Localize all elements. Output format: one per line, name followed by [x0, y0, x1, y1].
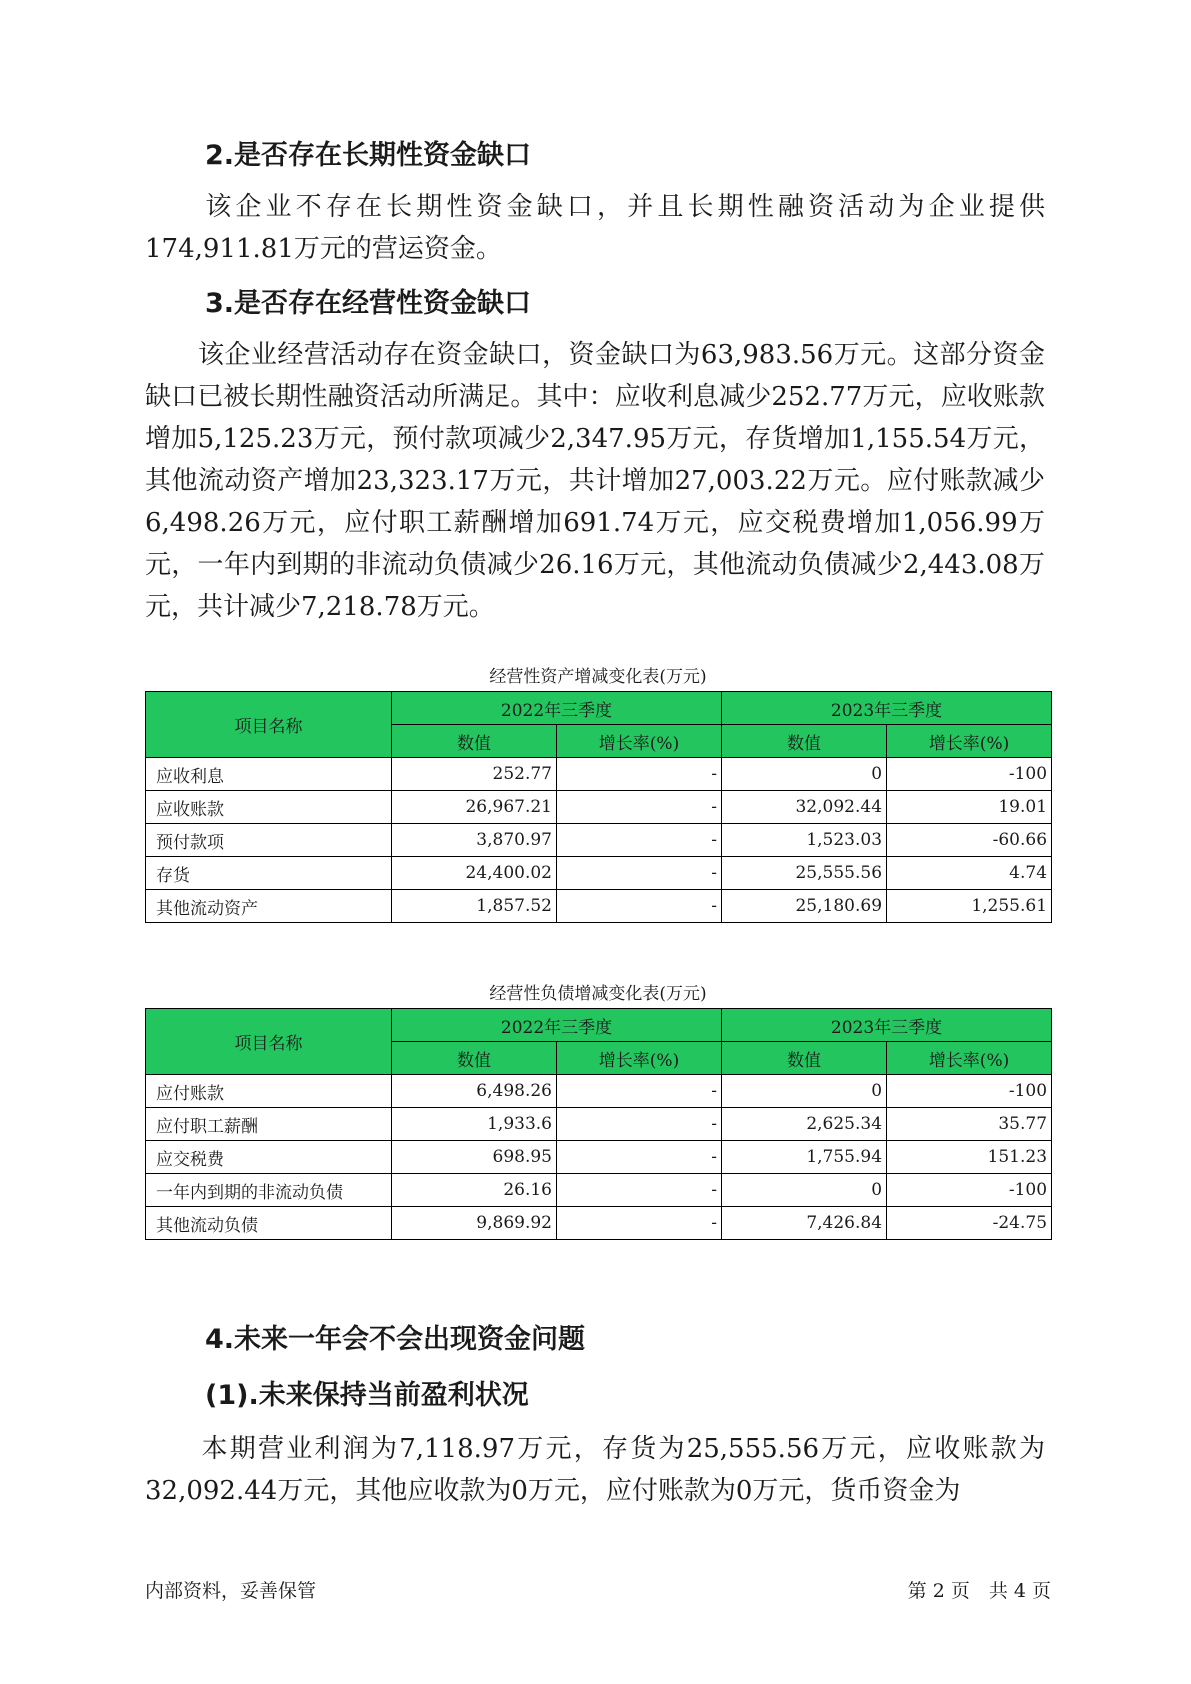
section-2-heading: 2.是否存在长期性资金缺口: [205, 140, 532, 171]
row-growth-2022: -: [557, 758, 722, 791]
row-value-2022: 9,869.92: [392, 1207, 557, 1240]
header-period-2023: 2023年三季度: [722, 692, 1052, 725]
row-value-2023: 2,625.34: [722, 1108, 887, 1141]
liability-change-table: [145, 1008, 1052, 1240]
row-name: 其他流动负债: [146, 1207, 392, 1240]
footer-confidential-note: 内部资料，妥善保管: [145, 1580, 317, 1602]
row-growth-2023: 35.77: [887, 1108, 1052, 1141]
table-row: [146, 857, 1052, 890]
asset-table-caption: 经营性资产增减变化表(万元): [489, 667, 707, 687]
header-value-2022: 数值: [392, 1042, 557, 1075]
row-growth-2022: -: [557, 857, 722, 890]
header-item-name: 项目名称: [146, 692, 392, 758]
header-growth-2023: 增长率(%): [887, 725, 1052, 758]
row-name: 预付款项: [146, 824, 392, 857]
table-row: [146, 1174, 1052, 1207]
row-growth-2023: -60.66: [887, 824, 1052, 857]
row-value-2022: 698.95: [392, 1141, 557, 1174]
row-growth-2022: -: [557, 791, 722, 824]
header-growth-2022: 增长率(%): [557, 1042, 722, 1075]
section-3-paragraph: 该企业经营活动存在资金缺口，资金缺口为63,983.56万元。这部分资金缺口已被长期性融资活动所满足。其中：应收利息减少252.77万元，应收账款增加5,125.23万元，预付款项减少2,347.95万元，存货增加1,155.54万元，其他流动资产增加23,323.17万元，共计增加27,003.22万元。应付账款减少6,498.26万元，应付职工薪酬增加691.74万元，应交税费增加1,056.99万元，一年内到期的非流动负债减少26.16万元，其他流动负债减少2,443.08万元，共计减少7,218.78万元。: [145, 340, 1045, 622]
row-value-2023: 25,180.69: [722, 890, 887, 923]
table-row: [146, 1207, 1052, 1240]
row-growth-2022: -: [557, 1174, 722, 1207]
header-value-2023: 数值: [722, 1042, 887, 1075]
section-3-heading: 3.是否存在经营性资金缺口: [205, 288, 532, 319]
row-growth-2023: -100: [887, 758, 1052, 791]
row-growth-2023: 4.74: [887, 857, 1052, 890]
row-growth-2023: 19.01: [887, 791, 1052, 824]
header-growth-2023: 增长率(%): [887, 1042, 1052, 1075]
table-row: [146, 1108, 1052, 1141]
row-name: 其他流动资产: [146, 890, 392, 923]
row-value-2023: 1,755.94: [722, 1141, 887, 1174]
section-4-paragraph: 本期营业利润为7,118.97万元，存货为25,555.56万元，应收账款为32,092.44万元，其他应收款为0万元，应付账款为0万元，货币资金为: [145, 1434, 1045, 1506]
header-period-2023: 2023年三季度: [722, 1009, 1052, 1042]
row-value-2023: 0: [722, 1174, 887, 1207]
row-value-2023: 7,426.84: [722, 1207, 887, 1240]
row-value-2022: 1,933.6: [392, 1108, 557, 1141]
table-row: [146, 824, 1052, 857]
row-value-2022: 1,857.52: [392, 890, 557, 923]
row-value-2023: 0: [722, 758, 887, 791]
row-growth-2023: 1,255.61: [887, 890, 1052, 923]
row-value-2023: 1,523.03: [722, 824, 887, 857]
table-row: [146, 1075, 1052, 1108]
table-row: [146, 791, 1052, 824]
liability-table-caption: 经营性负债增减变化表(万元): [489, 984, 707, 1004]
row-value-2022: 24,400.02: [392, 857, 557, 890]
header-growth-2022: 增长率(%): [557, 725, 722, 758]
table-row: [146, 890, 1052, 923]
header-value-2023: 数值: [722, 725, 887, 758]
row-value-2022: 252.77: [392, 758, 557, 791]
row-name: 一年内到期的非流动负债: [146, 1174, 392, 1207]
row-value-2023: 25,555.56: [722, 857, 887, 890]
row-value-2022: 26,967.21: [392, 791, 557, 824]
row-growth-2023: -24.75: [887, 1207, 1052, 1240]
row-growth-2022: -: [557, 824, 722, 857]
header-period-2022: 2022年三季度: [392, 692, 722, 725]
row-value-2022: 26.16: [392, 1174, 557, 1207]
row-growth-2023: -100: [887, 1075, 1052, 1108]
header-period-2022: 2022年三季度: [392, 1009, 722, 1042]
section-2-paragraph: 该企业不存在长期性资金缺口，并且长期性融资活动为企业提供174,911.81万元的营运资金。: [145, 192, 1045, 264]
row-name: 应付账款: [146, 1075, 392, 1108]
header-value-2022: 数值: [392, 725, 557, 758]
table-row: [146, 758, 1052, 791]
header-item-name: 项目名称: [146, 1009, 392, 1075]
footer-page-number: 第 2 页 共 4 页: [907, 1580, 1051, 1602]
row-growth-2022: -: [557, 1207, 722, 1240]
row-growth-2022: -: [557, 1075, 722, 1108]
row-value-2023: 32,092.44: [722, 791, 887, 824]
row-name: 应收账款: [146, 791, 392, 824]
row-name: 应付职工薪酬: [146, 1108, 392, 1141]
row-value-2022: 3,870.97: [392, 824, 557, 857]
row-value-2022: 6,498.26: [392, 1075, 557, 1108]
row-growth-2022: -: [557, 890, 722, 923]
section-4-heading: 4.未来一年会不会出现资金问题: [205, 1324, 586, 1355]
section-4-subheading: (1).未来保持当前盈利状况: [205, 1380, 529, 1411]
row-growth-2022: -: [557, 1108, 722, 1141]
table-row: [146, 1141, 1052, 1174]
row-growth-2023: 151.23: [887, 1141, 1052, 1174]
row-name: 应交税费: [146, 1141, 392, 1174]
row-value-2023: 0: [722, 1075, 887, 1108]
row-growth-2022: -: [557, 1141, 722, 1174]
row-growth-2023: -100: [887, 1174, 1052, 1207]
row-name: 应收利息: [146, 758, 392, 791]
asset-change-table: [145, 691, 1052, 923]
row-name: 存货: [146, 857, 392, 890]
